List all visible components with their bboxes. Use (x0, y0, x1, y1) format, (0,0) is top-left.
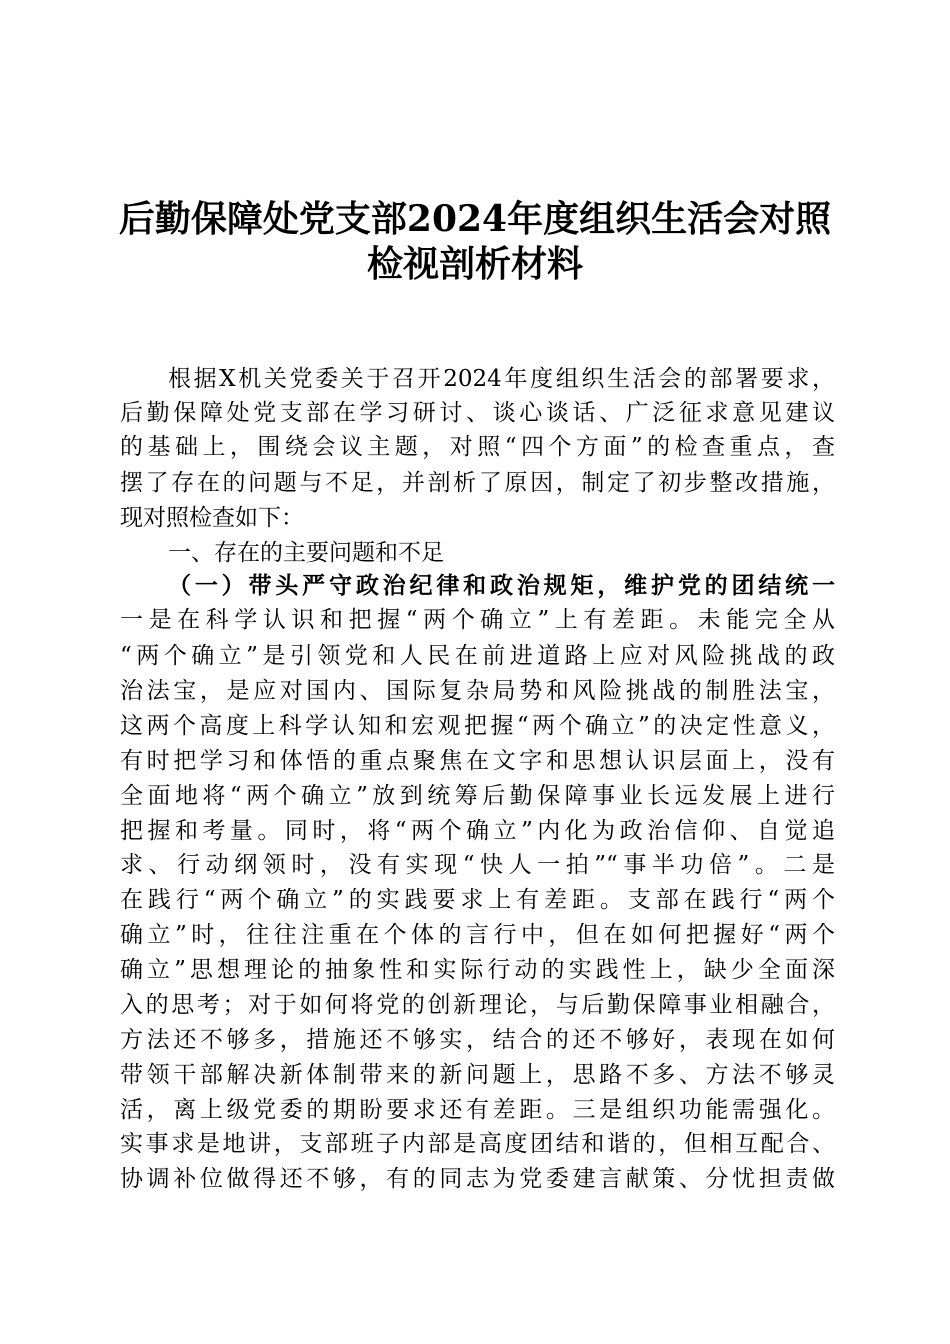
body-paragraph-line: 方法还不够多，措施还不够实，结合的还不够好，表现在如何 (120, 1027, 835, 1053)
body-paragraph-line: 确立”思想理论的抽象性和实际行动的实践性上，缺少全面深 (120, 957, 835, 983)
intro-paragraph-line: 的基础上，围绕会议主题，对照“四个方面”的检查重点，查 (120, 434, 835, 460)
body-paragraph-line: 实事求是地讲，支部班子内部是高度团结和谐的，但相互配合、 (120, 1131, 835, 1157)
body-paragraph-line: “两个确立”是引领党和人民在前进道路上应对风险挑战的政 (120, 643, 835, 669)
body-paragraph-line: 治法宝，是应对国内、国际复杂局势和风险挑战的制胜法宝， (120, 678, 835, 704)
intro-paragraph-line: 后勤保障处党支部在学习研讨、谈心谈话、广泛征求意见建议 (120, 400, 835, 426)
body-paragraph-line: 把握和考量。同时，将“两个确立”内化为政治信仰、自觉追 (120, 818, 835, 844)
body-paragraph-line: 在践行“两个确立”的实践要求上有差距。支部在践行“两个 (120, 887, 835, 913)
document-title-line-2: 检视剖析材料 (366, 243, 583, 285)
intro-paragraph-line: 根据X机关党委关于召开2024年度组织生活会的部署要求， (168, 366, 835, 392)
body-paragraph-line: 这两个高度上科学认知和宏观把握“两个确立”的决定性意义， (120, 713, 835, 739)
document-title-line-1: 后勤保障处党支部2024年度组织生活会对照 (118, 198, 832, 240)
body-paragraph-line: 有时把学习和体悟的重点聚焦在文字和思想认识层面上，没有 (120, 748, 835, 774)
body-paragraph-line: 确立”时，往往注重在个体的言行中，但在如何把握好“两个 (120, 922, 835, 948)
body-paragraph-line: 一是在科学认识和把握“两个确立”上有差距。未能完全从 (120, 607, 835, 633)
intro-paragraph-line: 现对照检查如下： (120, 505, 304, 531)
subsection-heading: （一）带头严守政治纪律和政治规矩，维护党的团结统一 (168, 572, 835, 599)
body-paragraph-line: 带领干部解决新体制带来的新问题上，思路不多、方法不够灵 (120, 1062, 835, 1088)
intro-paragraph-line: 摆了存在的问题与不足，并剖析了原因，制定了初步整改措施， (120, 470, 835, 496)
body-paragraph-line: 全面地将“两个确立”放到统筹后勤保障事业长远发展上进行 (120, 783, 835, 809)
body-paragraph-line: 求、行动纲领时，没有实现“快人一拍”“事半功倍”。二是 (120, 852, 835, 878)
section-heading: 一、存在的主要问题和不足 (168, 540, 444, 566)
body-paragraph-line: 入的思考；对于如何将党的创新理论，与后勤保障事业相融合， (120, 992, 835, 1018)
body-paragraph-line: 协调补位做得还不够，有的同志为党委建言献策、分忧担责做 (120, 1166, 835, 1192)
body-paragraph-line: 活，离上级党委的期盼要求还有差距。三是组织功能需强化。 (120, 1097, 835, 1123)
